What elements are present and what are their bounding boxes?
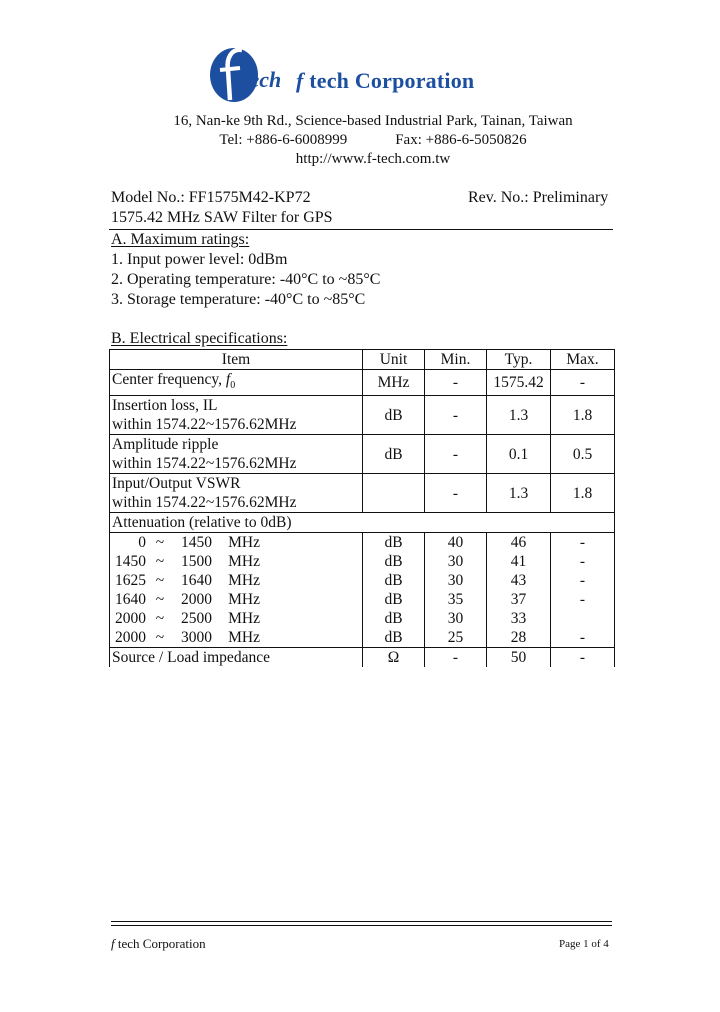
section-b-title: B. Electrical specifications: (111, 330, 288, 347)
cell-typ: 33 (487, 609, 551, 628)
attenuation-label: Attenuation (relative to 0dB) (110, 513, 615, 533)
address: 16, Nan-ke 9th Rd., Science-based Industrial Park, Tainan, Taiwan (173, 113, 573, 129)
cell-unit: dB (363, 571, 425, 590)
table-header-row (110, 350, 615, 370)
footer-divider (111, 921, 612, 922)
attenuation-range: 2000 ~ 2500 MHz (110, 609, 363, 628)
cell-min: - (425, 435, 487, 474)
cell-max: - (551, 571, 615, 590)
table-row (110, 533, 615, 553)
cell-max: - (551, 552, 615, 571)
header-min: Min. (425, 350, 487, 370)
cell-min: - (425, 370, 487, 396)
cell-max: 1.8 (551, 396, 615, 435)
cell-unit (363, 474, 425, 513)
cell-typ: 37 (487, 590, 551, 609)
table-row (110, 474, 615, 513)
cell-typ: 1.3 (487, 396, 551, 435)
cell-unit: dB (363, 609, 425, 628)
model-number: Model No.: FF1575M42-KP72 (111, 189, 311, 206)
logo-text: ftech (236, 67, 282, 92)
website-link[interactable]: http://www.f-tech.com.tw (295, 151, 451, 167)
cell-min: - (425, 474, 487, 513)
cell-min: - (425, 396, 487, 435)
vswr-label: Input/Output VSWR within 1574.22~1576.62MHz (110, 474, 363, 513)
table-row (110, 609, 615, 628)
attenuation-range: 1450 ~ 1500 MHz (110, 552, 363, 571)
impedance-label: Source / Load impedance (110, 648, 363, 668)
cell-typ: 1575.42 (487, 370, 551, 396)
center-frequency-label: Center frequency, $f_0$ (110, 370, 363, 396)
table-row (110, 552, 615, 571)
cell-min: 35 (425, 590, 487, 609)
company-logo (206, 44, 288, 106)
cell-min: - (425, 648, 487, 668)
cell-min: 40 (425, 533, 487, 553)
header-max: Max. (551, 350, 615, 370)
attenuation-range: 1625 ~ 1640 MHz (110, 571, 363, 590)
rating-item: 1. Input power level: 0dBm (111, 251, 288, 268)
cell-min: 25 (425, 628, 487, 648)
rating-item: 2. Operating temperature: -40°C to ~85°C (111, 271, 381, 288)
product-description: 1575.42 MHz SAW Filter for GPS (111, 209, 333, 226)
fax: Fax: +886-6-5050826 (395, 132, 527, 148)
cell-typ: 0.1 (487, 435, 551, 474)
section-a-title: A. Maximum ratings: (111, 231, 250, 248)
table-row (110, 628, 615, 648)
cell-unit: dB (363, 435, 425, 474)
cell-typ: 43 (487, 571, 551, 590)
table-row (110, 435, 615, 474)
cell-max: - (551, 533, 615, 553)
page-number: Page 1 of 4 (559, 938, 609, 950)
cell-max: - (551, 370, 615, 396)
cell-typ: 1.3 (487, 474, 551, 513)
cell-min: 30 (425, 552, 487, 571)
header-item: Item (110, 350, 363, 370)
cell-min: 30 (425, 609, 487, 628)
cell-max: - (551, 590, 615, 609)
table-row (110, 590, 615, 609)
cell-unit: dB (363, 533, 425, 553)
cell-max: - (551, 628, 615, 648)
revision-number: Rev. No.: Preliminary (468, 189, 609, 206)
attenuation-range: 0 ~ 1450 MHz (110, 533, 363, 553)
cell-typ: 41 (487, 552, 551, 571)
cell-unit: dB (363, 552, 425, 571)
table-row (110, 370, 615, 396)
cell-max: 1.8 (551, 474, 615, 513)
table-row (110, 571, 615, 590)
cell-min: 30 (425, 571, 487, 590)
divider (109, 229, 613, 230)
cell-unit: MHz (363, 370, 425, 396)
table-row (110, 648, 615, 668)
cell-unit: Ω (363, 648, 425, 668)
attenuation-header-row (110, 513, 615, 533)
cell-max (551, 609, 615, 628)
tel: Tel: +886-6-6008999 (219, 132, 348, 148)
cell-max: 0.5 (551, 435, 615, 474)
cell-unit: dB (363, 396, 425, 435)
cell-unit: dB (363, 628, 425, 648)
attenuation-range: 1640 ~ 2000 MHz (110, 590, 363, 609)
company-name: f tech Corporation (296, 68, 475, 93)
attenuation-range: 2000 ~ 3000 MHz (110, 628, 363, 648)
cell-typ: 50 (487, 648, 551, 668)
amplitude-ripple-label: Amplitude ripple within 1574.22~1576.62MHz (110, 435, 363, 474)
cell-unit: dB (363, 590, 425, 609)
ftech-logo-icon (206, 44, 288, 106)
footer-divider (111, 925, 612, 926)
header-unit: Unit (363, 350, 425, 370)
rating-item: 3. Storage temperature: -40°C to ~85°C (111, 291, 366, 308)
contact-line (13, 132, 720, 149)
insertion-loss-label: Insertion loss, IL within 1574.22~1576.62MHz (110, 396, 363, 435)
spec-table (109, 349, 615, 667)
table-row (110, 396, 615, 435)
header-typ: Typ. (487, 350, 551, 370)
cell-typ: 46 (487, 533, 551, 553)
footer-company: f tech Corporation (111, 936, 206, 951)
cell-typ: 28 (487, 628, 551, 648)
cell-max: - (551, 648, 615, 668)
